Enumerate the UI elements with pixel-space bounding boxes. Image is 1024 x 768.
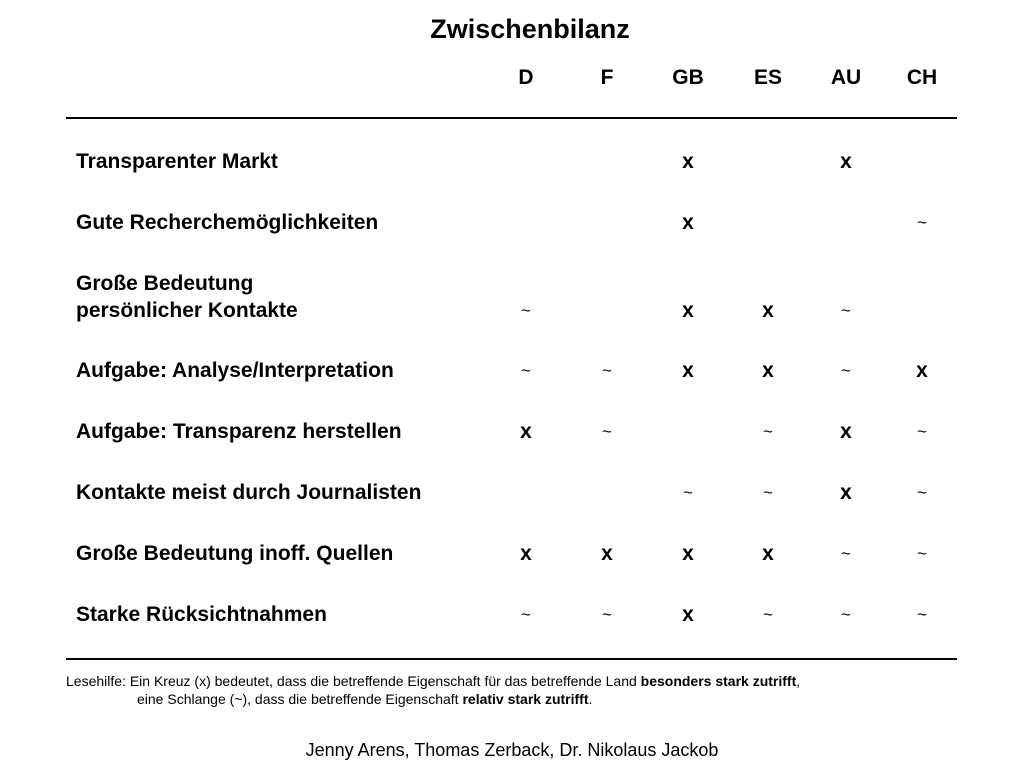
- top-divider: [66, 117, 957, 119]
- legend-prefix: Lesehilfe:: [66, 673, 130, 689]
- table-cell: ~: [602, 605, 612, 624]
- bottom-divider: [66, 658, 957, 660]
- table-cell: ~: [521, 605, 531, 624]
- legend-line2-end: .: [588, 691, 593, 707]
- footer-authors: Jenny Arens, Thomas Zerback, Dr. Nikolaus Jackob: [305, 740, 719, 760]
- table-cell: x: [762, 359, 774, 382]
- table-cell: ~: [763, 422, 773, 441]
- row-label-line: Starke Rücksichtnahmen: [76, 603, 327, 626]
- table-cell: ~: [602, 361, 612, 380]
- column-header: GB: [672, 66, 704, 89]
- table-cell: ~: [917, 605, 927, 624]
- column-header: F: [600, 66, 614, 89]
- table-cell: x: [520, 542, 532, 565]
- table-cell: ~: [521, 301, 531, 320]
- legend-line1-bold: besonders stark zutrifft: [640, 673, 797, 689]
- row-label-line: Kontakte meist durch Journalisten: [76, 481, 422, 504]
- table-cell: ~: [763, 605, 773, 624]
- table-cell: x: [682, 299, 694, 322]
- table-cell: x: [682, 150, 694, 173]
- table-cell: x: [682, 359, 694, 382]
- column-header: AU: [830, 66, 862, 89]
- row-label-line: Große Bedeutung inoff. Quellen: [76, 542, 394, 565]
- row-label-line: Aufgabe: Analyse/Interpretation: [76, 359, 394, 382]
- row-label: [76, 357, 394, 384]
- table-cell: x: [682, 603, 694, 626]
- table-cell: x: [840, 420, 852, 443]
- page-title: Zwischenbilanz: [430, 14, 630, 44]
- row-label: [76, 601, 327, 628]
- table-cell: x: [682, 542, 694, 565]
- table-cell: ~: [917, 544, 927, 563]
- row-label: [76, 270, 298, 324]
- legend-line2-text: eine Schlange (~), dass die betreffende Eigenschaft: [137, 691, 463, 707]
- table-cell: ~: [917, 422, 927, 441]
- column-header: CH: [906, 66, 938, 89]
- row-label-line: Transparenter Markt: [76, 150, 278, 173]
- legend-line1-text: Ein Kreuz (x) bedeutet, dass die betreffende Eigenschaft für das betreffende Land: [129, 673, 641, 689]
- table-cell: ~: [683, 483, 693, 502]
- table-cell: x: [682, 211, 694, 234]
- row-label-line: Große Bedeutung: [76, 272, 254, 295]
- legend-line1-end: ,: [796, 673, 801, 689]
- table-cell: ~: [917, 213, 927, 232]
- table-cell: x: [520, 420, 532, 443]
- row-label-line: persönlicher Kontakte: [76, 299, 298, 322]
- row-label-line: Gute Recherchemöglichkeiten: [76, 211, 379, 234]
- table-cell: ~: [602, 422, 612, 441]
- table-cell: ~: [841, 544, 851, 563]
- column-header: ES: [753, 66, 782, 89]
- table-cell: ~: [763, 483, 773, 502]
- legend-line-2: [66, 690, 800, 708]
- table-cell: x: [762, 542, 774, 565]
- table-cell: ~: [841, 605, 851, 624]
- table-cell: ~: [841, 301, 851, 320]
- row-label: [76, 209, 378, 236]
- legend-line2-bold: relativ stark zutrifft: [462, 691, 589, 707]
- legend-line-1: [66, 672, 800, 690]
- table-cell: x: [601, 542, 613, 565]
- table-cell: ~: [917, 483, 927, 502]
- row-label: [76, 418, 402, 445]
- table-cell: x: [916, 359, 928, 382]
- table-cell: x: [840, 150, 852, 173]
- row-label-line: Aufgabe: Transparenz herstellen: [76, 420, 402, 443]
- row-label: [76, 148, 278, 175]
- row-label: [76, 479, 421, 506]
- table-cell: ~: [521, 361, 531, 380]
- table-cell: x: [840, 481, 852, 504]
- row-label: [76, 540, 393, 567]
- legend: [66, 672, 800, 708]
- column-header: D: [518, 66, 534, 89]
- table-cell: ~: [841, 361, 851, 380]
- table-cell: x: [762, 299, 774, 322]
